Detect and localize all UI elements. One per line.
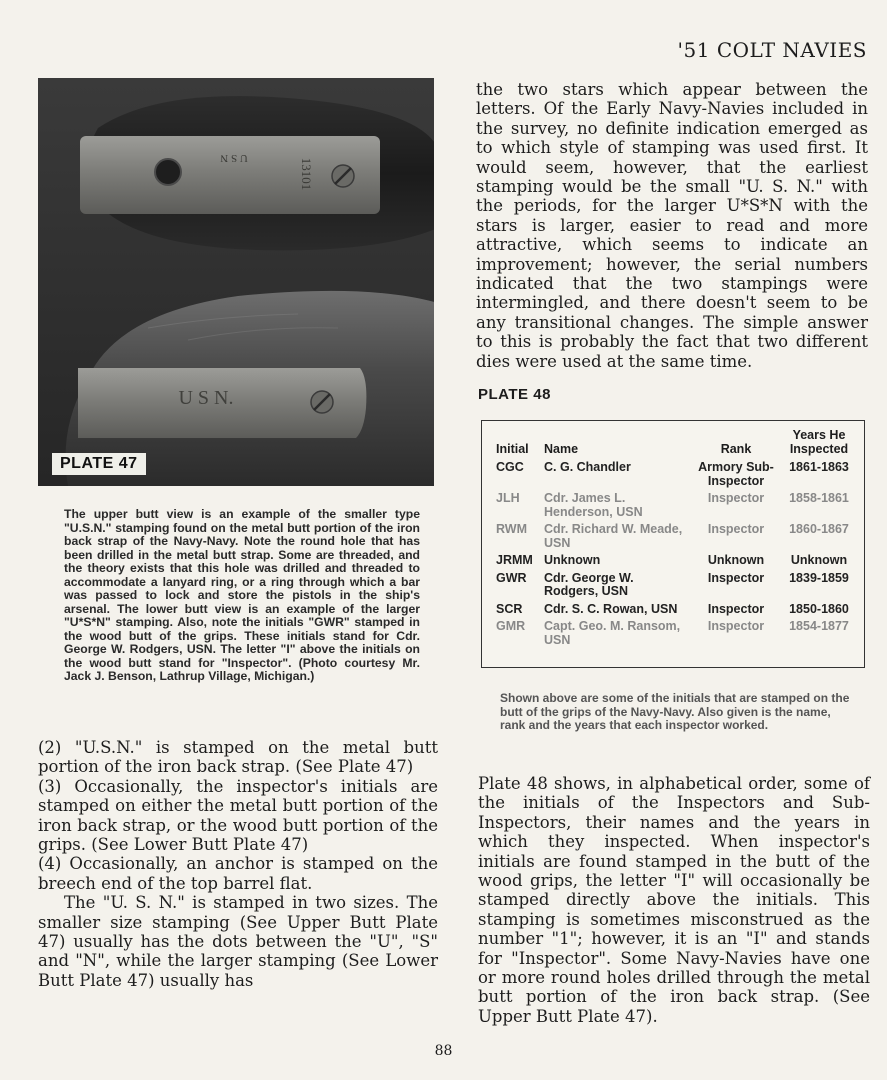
table-row bbox=[494, 460, 856, 491]
header-years: Years He Inspected bbox=[789, 428, 849, 456]
header-rank: Rank bbox=[720, 441, 752, 456]
cell-rank: Unknown bbox=[707, 553, 765, 567]
lower-stamp: U S N. bbox=[178, 387, 234, 409]
paragraph: the two stars which appear between the letters. Of the Early Navy-Navies included in the survey, no definite indication emerged as to which style of stamping was used first. It would seem, however, that the earliest stamping would be the small "U. S. N." with the periods, for the larger U*S*N with the stars is larger, easier to read and more attractive, which seems to indicate an improvement; however, the serial numbers indicated that the two stampings were intermingled, and there doesn't seem to be any transitional changes. The simple answer to this is probably the fact that two different dies were used at the same time. bbox=[476, 80, 868, 371]
cell-rank: Inspector bbox=[707, 601, 765, 616]
plate-47-caption: The upper butt view is an example of the smaller type "U.S.N." stamping found on the metal butt portion of the iron back strap of the Navy-Navy. Note the round hole that has been drilled in the metal butt strap. Some are threaded, and the theory exists that this hole was drilled and threaded to accommodate a lanyard ring, or a ring through which a bar was passed to lock and store the pistols in the ship's arsenal. The lower butt view is an example of the larger "U*S*N" stamping. Also, note the initials "GWR" stamped in the wood butt of the grips. These initials stand for Cdr. George W. Rodgers, USN. The letter "I" above the initials on the wood butt stand for "Inspector". (Photo courtesy Mr. Jack J. Benson, Lathrup Village, Michigan.) bbox=[64, 507, 420, 683]
plate-48-label: PLATE 48 bbox=[478, 386, 551, 403]
cell-years: 1860-1867 bbox=[789, 522, 849, 536]
table-row bbox=[494, 619, 856, 650]
cell-initial: RWM bbox=[496, 522, 528, 536]
table-row bbox=[494, 571, 856, 602]
cell-name: Capt. Geo. M. Ransom, USN bbox=[544, 619, 681, 647]
plate-47-label: PLATE 47 bbox=[52, 453, 146, 475]
inspector-table bbox=[494, 429, 856, 650]
cell-rank: Inspector bbox=[707, 619, 765, 633]
cell-initial: SCR bbox=[496, 601, 523, 616]
plate-47-photo bbox=[38, 78, 434, 486]
table-row bbox=[494, 522, 856, 553]
butt-photo-illustration bbox=[38, 78, 434, 486]
upper-stamp: U S N bbox=[220, 152, 248, 164]
cell-name: C. G. Chandler bbox=[544, 460, 631, 474]
left-column-body bbox=[38, 738, 438, 990]
cell-initial: GWR bbox=[496, 570, 527, 585]
cell-years: 1861-1863 bbox=[789, 460, 849, 474]
header-initial: Initial bbox=[496, 441, 529, 456]
table-row bbox=[494, 602, 856, 620]
cell-years: 1854-1877 bbox=[789, 619, 849, 633]
cell-name: Cdr. Richard W. Meade, USN bbox=[544, 522, 683, 550]
upper-serial: 13101 bbox=[299, 157, 314, 191]
cell-initial: JRMM bbox=[496, 553, 533, 567]
cell-initial: JLH bbox=[496, 491, 520, 505]
page-number: 88 bbox=[434, 1043, 453, 1059]
table-row bbox=[494, 553, 856, 571]
paragraph: The "U. S. N." is stamped in two sizes. The smaller size stamping (See Upper Butt Plate 47) usually has the dots between the "U", "S" and "N", while the larger stamping (See Lower Butt Plate 47) usually has bbox=[38, 893, 438, 990]
cell-years: 1850-1860 bbox=[789, 601, 849, 616]
cell-years: 1839-1859 bbox=[789, 570, 849, 585]
cell-initial: CGC bbox=[496, 460, 524, 474]
cell-initial: GMR bbox=[496, 619, 526, 633]
upper-butt bbox=[80, 96, 434, 250]
paragraph: (3) Occasionally, the inspector's initials are stamped on either the metal butt portion of the iron back strap, or the wood butt portion of the grips. (See Lower Butt Plate 47) bbox=[38, 776, 438, 855]
cell-years: 1858-1861 bbox=[789, 491, 849, 505]
inspector-table-box bbox=[481, 420, 865, 668]
cell-name: Cdr. S. C. Rowan, USN bbox=[544, 601, 678, 616]
plate-48-caption: Shown above are some of the initials that are stamped on the butt of the grips of the Navy-Navy. Also given is the name, rank and the years that each inspector worked. bbox=[500, 691, 850, 732]
table-row bbox=[494, 491, 856, 522]
right-column-bottom bbox=[478, 774, 870, 1026]
paragraph: (2) "U.S.N." is stamped on the metal butt portion of the iron back strap. (See Plate 47) bbox=[38, 738, 438, 777]
cell-rank: Inspector bbox=[707, 570, 765, 585]
cell-name: Cdr. George W. Rodgers, USN bbox=[544, 570, 634, 598]
running-head: '51 COLT NAVIES bbox=[677, 38, 867, 62]
cell-rank: Armory Sub-Inspector bbox=[698, 460, 774, 488]
lanyard-hole bbox=[155, 159, 181, 185]
paragraph: Plate 48 shows, in alphabetical order, some of the initials of the Inspectors and Sub-Inspectors, their names and the years in which they inspected. When inspector's initials are found stamped in the butt of the wood grips, the letter "I" will occasionally be stamped directly above the initials. This stamping is sometimes misconstrued as the number "1"; however, it is an "I" and stands for "Inspector". Some Navy-Navies have one or more round holes drilled through the metal butt portion of the iron back strap. (See Upper Butt Plate 47). bbox=[478, 774, 870, 1026]
cell-rank: Inspector bbox=[707, 522, 765, 536]
paragraph: (4) Occasionally, an anchor is stamped on the breech end of the top barrel flat. bbox=[38, 854, 438, 893]
header-name: Name bbox=[544, 441, 579, 456]
table-header-row bbox=[494, 429, 856, 460]
cell-name: Unknown bbox=[544, 553, 601, 567]
right-column-top bbox=[476, 80, 868, 371]
cell-rank: Inspector bbox=[707, 491, 765, 505]
cell-years: Unknown bbox=[790, 553, 848, 567]
cell-name: Cdr. James L. Henderson, USN bbox=[544, 491, 643, 519]
